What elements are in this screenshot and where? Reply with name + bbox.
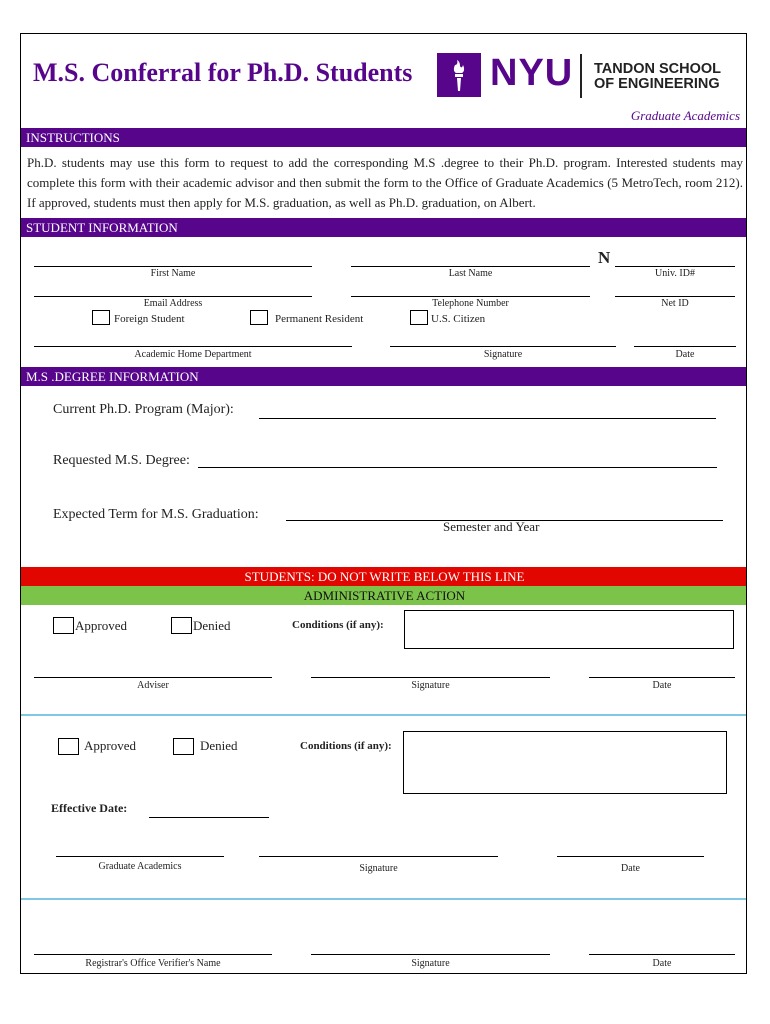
semester-year-caption: Semester and Year — [443, 519, 540, 534]
school-line-1: TANDON SCHOOL — [594, 61, 722, 77]
home-department-line[interactable] — [34, 346, 352, 347]
telephone-caption: Telephone Number — [432, 298, 509, 309]
student-date-line[interactable] — [634, 346, 736, 347]
home-department-caption: Academic Home Department — [134, 349, 252, 360]
graduate-signature-caption: Signature — [359, 863, 398, 874]
registrar-name-line[interactable] — [34, 954, 272, 955]
univ-id-line[interactable] — [615, 266, 735, 267]
adviser-signature-caption: Signature — [411, 680, 450, 691]
registrar-caption: Registrar's Office Verifier's Name — [85, 958, 221, 969]
torch-icon — [437, 53, 481, 97]
permanent-resident-checkbox[interactable] — [250, 310, 268, 325]
adviser-date-caption: Date — [652, 680, 672, 691]
student-signature-line[interactable] — [390, 346, 616, 347]
section-divider-2 — [21, 898, 747, 900]
adviser-approved-label: Approved — [75, 618, 127, 633]
us-citizen-label: U.S. Citizen — [431, 313, 486, 325]
registrar-signature-line[interactable] — [311, 954, 550, 955]
graduate-academics-line[interactable] — [56, 856, 224, 857]
univ-id-caption: Univ. ID# — [655, 268, 695, 279]
registrar-date-caption: Date — [652, 958, 672, 969]
effective-date-line[interactable] — [149, 817, 269, 818]
student-signature-caption: Signature — [483, 349, 523, 360]
net-id-line[interactable] — [615, 296, 735, 297]
graduate-signature-line[interactable] — [259, 856, 498, 857]
permanent-resident-label: Permanent Resident — [275, 313, 364, 325]
graduate-date-line[interactable] — [557, 856, 704, 857]
adviser-approved-checkbox[interactable] — [53, 617, 74, 634]
adviser-signature-line[interactable] — [311, 677, 550, 678]
graduate-conditions-label: Conditions (if any): — [300, 740, 392, 752]
instructions-heading: INSTRUCTIONS — [21, 128, 747, 147]
net-id-caption: Net ID — [661, 298, 689, 309]
adviser-conditions-box[interactable] — [404, 610, 734, 649]
telephone-line[interactable] — [351, 296, 590, 297]
section-divider-1 — [21, 714, 747, 716]
requested-degree-line[interactable] — [198, 467, 717, 468]
current-program-line[interactable] — [259, 418, 716, 419]
graduate-approved-label: Approved — [84, 738, 136, 753]
id-prefix: N — [598, 248, 611, 267]
foreign-student-label: Foreign Student — [114, 313, 185, 325]
graduate-date-caption: Date — [621, 863, 640, 874]
adviser-date-line[interactable] — [589, 677, 735, 678]
graduate-academics-caption: Graduate Academics — [98, 861, 182, 872]
admin-action-heading: ADMINISTRATIVE ACTION — [21, 586, 747, 605]
first-name-caption: First Name — [150, 268, 196, 279]
email-line[interactable] — [34, 296, 312, 297]
adviser-conditions-label: Conditions (if any): — [292, 619, 384, 631]
graduate-denied-label: Denied — [200, 738, 238, 753]
school-line-2: OF ENGINEERING — [594, 76, 720, 92]
us-citizen-checkbox[interactable] — [410, 310, 428, 325]
adviser-denied-label: Denied — [193, 618, 231, 633]
department-label: Graduate Academics — [630, 108, 740, 123]
form-page — [20, 33, 747, 974]
graduate-approved-checkbox[interactable] — [58, 738, 79, 755]
registrar-signature-caption: Signature — [411, 958, 450, 969]
student-info-heading: STUDENT INFORMATION — [21, 218, 747, 237]
email-caption: Email Address — [143, 298, 203, 309]
adviser-name-line[interactable] — [34, 677, 272, 678]
do-not-write-banner: STUDENTS: DO NOT WRITE BELOW THIS LINE — [21, 567, 747, 586]
logo-divider — [580, 54, 582, 98]
nyu-logo-text: NYU — [490, 52, 574, 94]
instructions-text: Ph.D. students may use this form to request to add the corresponding M.S .degree to their Ph.D. program. Interested students may complete this form with their academic advisor and then submit the form to the Office of Graduate Academics (5 MetroTech, room 212). If approved, students must then apply for M.S. graduation, as well as Ph.D. graduation, on Albert. — [27, 155, 743, 210]
last-name-line[interactable] — [351, 266, 590, 267]
first-name-line[interactable] — [34, 266, 312, 267]
requested-degree-label: Requested M.S. Degree: — [53, 453, 190, 468]
foreign-student-checkbox[interactable] — [92, 310, 110, 325]
last-name-caption: Last Name — [448, 268, 493, 279]
adviser-caption: Adviser — [137, 680, 169, 691]
adviser-denied-checkbox[interactable] — [171, 617, 192, 634]
degree-info-heading: M.S .DEGREE INFORMATION — [21, 367, 747, 386]
registrar-date-line[interactable] — [589, 954, 735, 955]
current-program-label: Current Ph.D. Program (Major): — [53, 402, 234, 417]
student-date-caption: Date — [675, 349, 695, 360]
expected-term-label: Expected Term for M.S. Graduation: — [53, 507, 259, 522]
graduate-conditions-box[interactable] — [403, 731, 727, 794]
school-name — [594, 62, 721, 92]
graduate-denied-checkbox[interactable] — [173, 738, 194, 755]
form-title: M.S. Conferral for Ph.D. Students — [33, 58, 413, 87]
effective-date-label: Effective Date: — [51, 801, 128, 815]
